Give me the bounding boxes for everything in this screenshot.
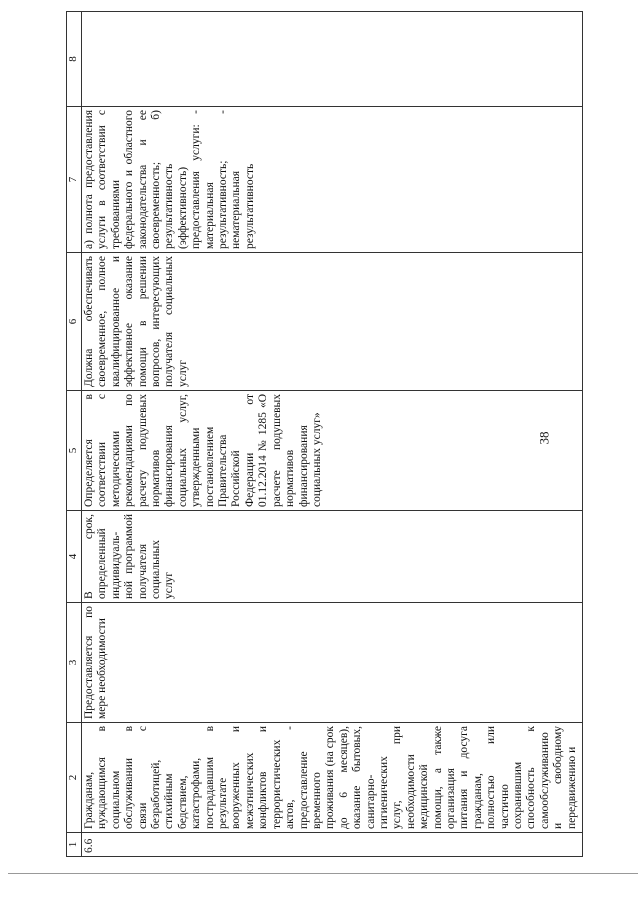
row-number-cell: 6.6	[82, 833, 583, 857]
conditions-cell	[82, 12, 583, 107]
header-cell: 5	[67, 391, 82, 511]
service-description-cell: Гражданам, нуждающимся в социальном обслуживании в связи с безработицей, стихийным бедствием, катастрофами, пострадавшим в результате вооруженных и межэтнических конфликтов и террористических актов, - предоставление временного проживания (на срок до 6 месяцев), оказание бытовых, санитарно-гигиенических услуг, при необходимости медицинской помощи, а также организация питания и досуга гражданам, полностью или частично сохранившим способность к самообслуживанию и свободному передвижению и	[82, 723, 583, 833]
quality-indicators-cell: а) полнота предоставления услуги в соответствии с требованиями федерального и областного законодательства и ее своевременность; б) результативность (эффективность) предоставления услуги: - материальная результативность; - нематериальная результативность	[82, 107, 583, 253]
header-cell: 3	[67, 603, 82, 723]
requirements-cell: Должна обеспечивать своевременное, полное квалифицированное и эффективное оказание помощи в решении вопросов, интересующих получателя социальных услуг	[82, 253, 583, 391]
page-bottom-line	[8, 873, 638, 874]
header-cell: 8	[67, 12, 82, 107]
rotated-table-container	[66, 12, 583, 857]
header-cell: 7	[67, 107, 82, 253]
term-cell: В срок, определенный индивидуаль-ной программой получателя социальных услуг	[82, 511, 583, 603]
services-table	[66, 11, 583, 857]
header-cell: 4	[67, 511, 82, 603]
frequency-cell: Предоставляется по мере необходимости	[82, 603, 583, 723]
table-row	[82, 12, 583, 857]
page-number: 38	[536, 431, 552, 445]
cost-cell: Определяется в соответствии с методическими рекомендациями по расчету подушевых нормативов финансирования социальных услуг, утвержденными постановлением Правительства Российской Федерации от 01.12.2014 № 1285 «О расчете подушевых нормативов финансирования социальных услуг»	[82, 391, 583, 511]
table-header-row	[67, 12, 82, 857]
header-cell: 1	[67, 833, 82, 857]
header-cell: 6	[67, 253, 82, 391]
header-cell: 2	[67, 723, 82, 833]
